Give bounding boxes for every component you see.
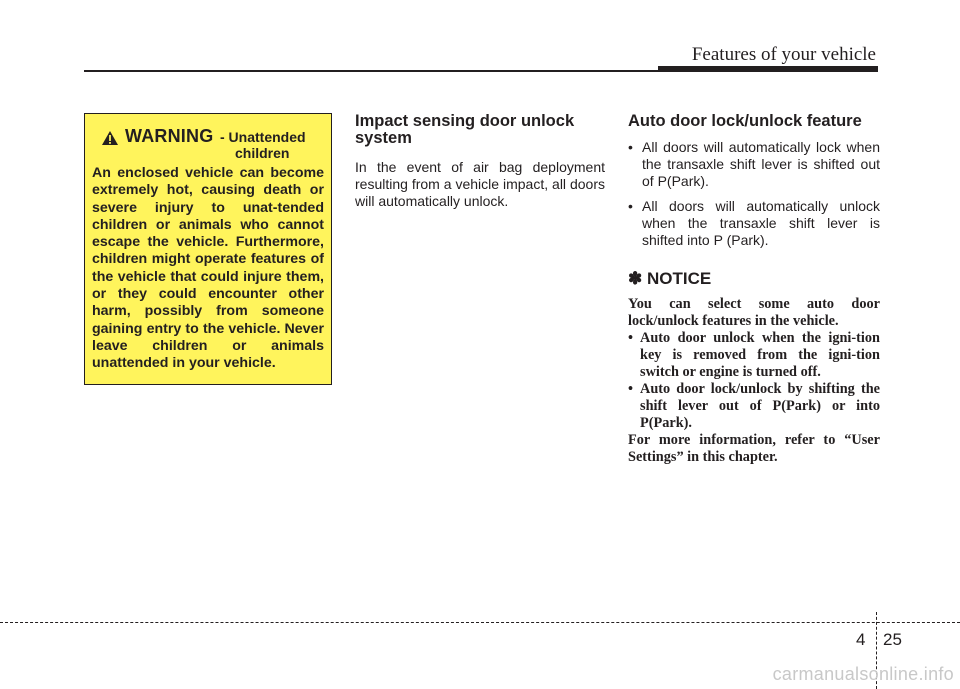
warning-subtitle — [220, 129, 330, 161]
notice-item-text: Auto door unlock when the igni-tion key is removed from the igni-tion switch or engine is turned off. — [640, 330, 880, 380]
notice-body — [628, 296, 880, 466]
impact-section — [355, 113, 605, 210]
warning-subtitle-line1: - Unattended — [220, 129, 306, 145]
header-rule-accent — [658, 66, 878, 72]
header-rule — [84, 70, 664, 72]
notice-title: ✽ NOTICE — [628, 269, 712, 288]
warning-triangle-icon — [101, 130, 119, 146]
warning-subtitle-line2: children — [235, 145, 290, 161]
footer-rule — [0, 622, 960, 623]
chapter-number: 4 — [856, 630, 866, 649]
auto-lock-title: Auto door lock/unlock feature — [628, 112, 862, 130]
running-header: Features of your vehicle — [691, 44, 876, 65]
bullet-mark: • — [628, 381, 634, 397]
list-item: • All doors will automatically unlock when the transaxle shift lever is shifted into P (Park). — [628, 198, 880, 249]
notice-item — [628, 381, 880, 432]
page-number: 25 — [883, 630, 902, 649]
notice-outro: For more information, refer to “User Settings” in this chapter. — [628, 432, 880, 465]
auto-lock-section — [628, 113, 880, 466]
list-item: • All doors will automatically lock when the transaxle shift lever is shifted out of P(Park). — [628, 139, 880, 190]
watermark: carmanualsonline.info — [772, 664, 954, 684]
impact-title: Impact sensing door unlock system — [355, 112, 575, 147]
notice-intro: You can select some auto door lock/unlock features in the vehicle. — [628, 296, 880, 329]
notice-item-text: Auto door lock/unlock by shifting the shift lever out of P(Park) or into P(Park). — [640, 381, 880, 431]
notice-item — [628, 330, 880, 381]
warning-box — [84, 113, 332, 385]
warning-title: WARNING — [125, 126, 214, 146]
bullet-mark: • — [628, 330, 634, 346]
auto-lock-list — [628, 139, 880, 249]
warning-body: An enclosed vehicle can become extremely hot, causing death or severe injury to unat-tended children or animals who cannot escape the vehicle. Furthermore, children might operate features of the vehicle that could injure them, or they could encounter other harm, possibly from someone gaining entry to the vehicle. Never leave children or animals unattended in your vehicle. — [92, 165, 324, 372]
impact-body: In the event of air bag deployment resulting from a vehicle impact, all doors will automatically unlock. — [355, 159, 605, 209]
